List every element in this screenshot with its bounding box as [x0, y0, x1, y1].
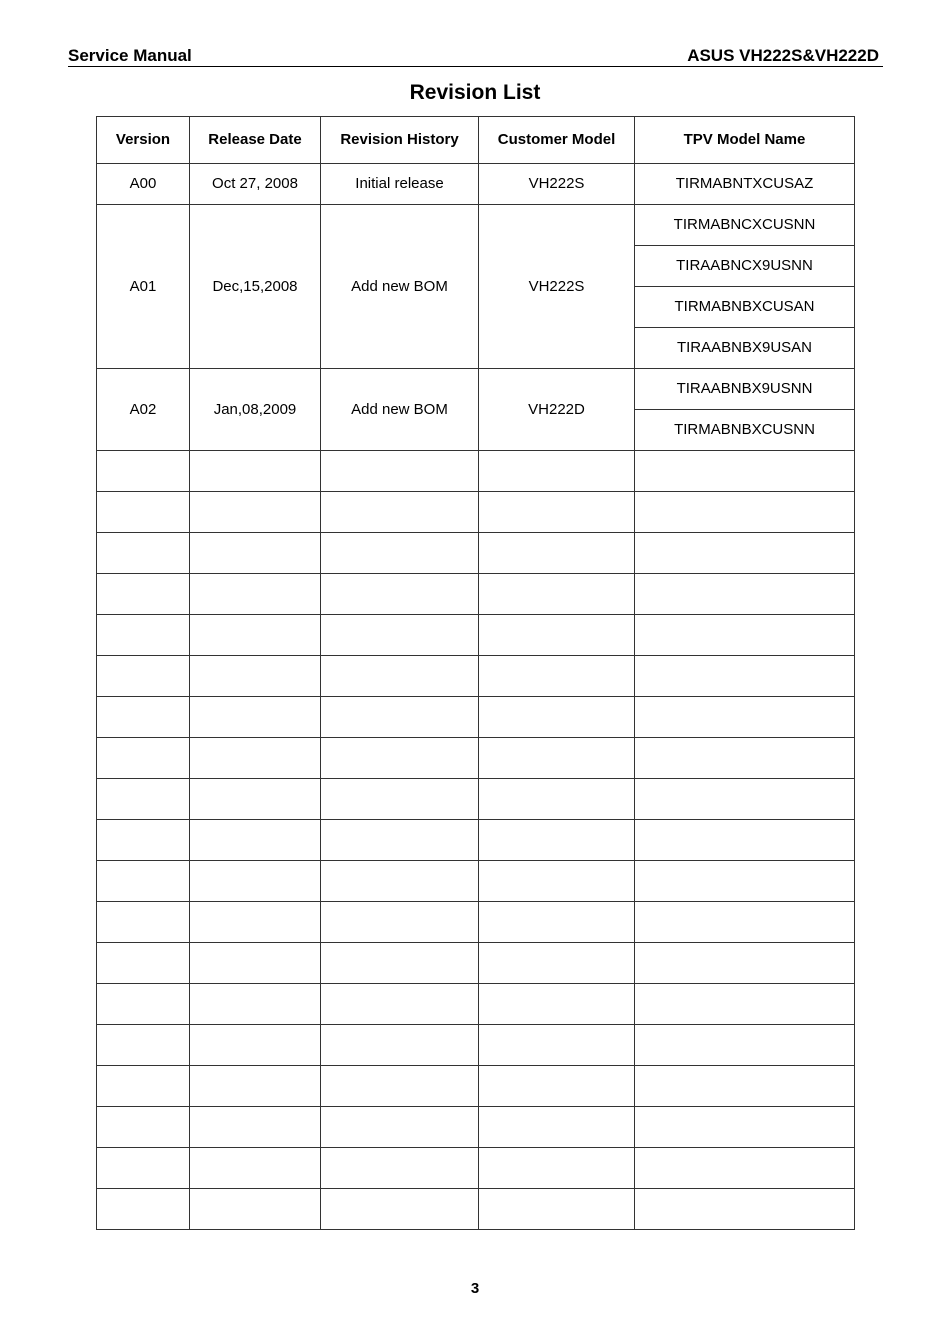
empty-cell: [635, 492, 855, 533]
empty-cell: [97, 738, 190, 779]
empty-cell: [97, 984, 190, 1025]
empty-cell: [190, 533, 321, 574]
empty-cell: [635, 1107, 855, 1148]
empty-cell: [479, 656, 635, 697]
empty-cell: [479, 1025, 635, 1066]
empty-cell: [479, 820, 635, 861]
empty-cell: [635, 615, 855, 656]
empty-cell: [635, 902, 855, 943]
empty-cell: [479, 902, 635, 943]
revision-history-cell: Add new BOM: [321, 205, 479, 369]
empty-cell: [479, 451, 635, 492]
table-row: [97, 205, 855, 246]
empty-table-row: [97, 902, 855, 943]
column-header-version: Version: [97, 117, 190, 164]
column-header-release-date: Release Date: [190, 117, 321, 164]
empty-cell: [321, 697, 479, 738]
customer-model-cell: VH222S: [479, 205, 635, 369]
tpv-model-name-cell: TIRMABNBXCUSNN: [635, 410, 855, 451]
empty-cell: [97, 533, 190, 574]
empty-cell: [479, 615, 635, 656]
empty-cell: [97, 451, 190, 492]
empty-cell: [190, 1025, 321, 1066]
empty-cell: [97, 1025, 190, 1066]
empty-cell: [190, 574, 321, 615]
empty-cell: [97, 1148, 190, 1189]
customer-model-cell: VH222S: [479, 164, 635, 205]
tpv-model-name-cell: TIRMABNTXCUSAZ: [635, 164, 855, 205]
page-header: [68, 46, 883, 67]
empty-cell: [321, 902, 479, 943]
empty-cell: [321, 615, 479, 656]
empty-cell: [479, 861, 635, 902]
empty-table-row: [97, 492, 855, 533]
empty-cell: [321, 779, 479, 820]
empty-cell: [321, 533, 479, 574]
table-row: [97, 164, 855, 205]
empty-cell: [321, 1189, 479, 1230]
release-date-cell: Oct 27, 2008: [190, 164, 321, 205]
empty-table-row: [97, 1066, 855, 1107]
empty-cell: [97, 1189, 190, 1230]
header-model: ASUS VH222S&VH222D: [687, 46, 879, 65]
empty-cell: [190, 656, 321, 697]
tpv-model-name-cell: TIRAABNBX9USNN: [635, 369, 855, 410]
empty-cell: [635, 1189, 855, 1230]
empty-table-row: [97, 738, 855, 779]
empty-cell: [321, 943, 479, 984]
empty-cell: [321, 1107, 479, 1148]
empty-table-row: [97, 656, 855, 697]
column-header-tpv-model-name: TPV Model Name: [635, 117, 855, 164]
page-title: Revision List: [409, 81, 541, 104]
empty-cell: [479, 1107, 635, 1148]
page-number: 3: [470, 1280, 480, 1297]
empty-cell: [190, 861, 321, 902]
empty-cell: [479, 574, 635, 615]
revision-history-cell: Initial release: [321, 164, 479, 205]
empty-cell: [190, 1107, 321, 1148]
empty-table-row: [97, 861, 855, 902]
empty-table-row: [97, 615, 855, 656]
empty-cell: [190, 943, 321, 984]
empty-cell: [479, 1189, 635, 1230]
version-cell: A02: [97, 369, 190, 451]
empty-cell: [97, 861, 190, 902]
tpv-model-name-cell: TIRAABNCX9USNN: [635, 246, 855, 287]
column-header-revision-history: Revision History: [321, 117, 479, 164]
empty-cell: [97, 574, 190, 615]
empty-cell: [479, 1148, 635, 1189]
empty-cell: [635, 1066, 855, 1107]
empty-cell: [190, 615, 321, 656]
empty-cell: [97, 697, 190, 738]
empty-cell: [635, 451, 855, 492]
empty-cell: [190, 738, 321, 779]
empty-cell: [97, 943, 190, 984]
empty-cell: [321, 656, 479, 697]
empty-cell: [97, 779, 190, 820]
empty-cell: [190, 779, 321, 820]
empty-cell: [321, 738, 479, 779]
empty-cell: [190, 1066, 321, 1107]
empty-table-row: [97, 820, 855, 861]
empty-cell: [635, 697, 855, 738]
empty-cell: [190, 697, 321, 738]
release-date-cell: Jan,08,2009: [190, 369, 321, 451]
empty-cell: [97, 902, 190, 943]
empty-cell: [321, 451, 479, 492]
empty-cell: [190, 1189, 321, 1230]
empty-table-row: [97, 1189, 855, 1230]
empty-cell: [635, 779, 855, 820]
empty-cell: [635, 861, 855, 902]
empty-table-row: [97, 779, 855, 820]
empty-cell: [190, 820, 321, 861]
empty-cell: [479, 943, 635, 984]
empty-cell: [635, 574, 855, 615]
empty-table-row: [97, 697, 855, 738]
empty-table-row: [97, 943, 855, 984]
empty-cell: [97, 615, 190, 656]
empty-cell: [635, 533, 855, 574]
table-body: [97, 164, 855, 1230]
column-header-customer-model: Customer Model: [479, 117, 635, 164]
empty-cell: [97, 492, 190, 533]
empty-cell: [635, 943, 855, 984]
empty-table-row: [97, 984, 855, 1025]
empty-cell: [97, 656, 190, 697]
table-row: [97, 369, 855, 410]
empty-cell: [190, 1148, 321, 1189]
revision-history-cell: Add new BOM: [321, 369, 479, 451]
release-date-cell: Dec,15,2008: [190, 205, 321, 369]
customer-model-cell: VH222D: [479, 369, 635, 451]
empty-cell: [635, 820, 855, 861]
empty-cell: [321, 492, 479, 533]
empty-cell: [479, 1066, 635, 1107]
empty-table-row: [97, 451, 855, 492]
empty-table-row: [97, 574, 855, 615]
empty-cell: [321, 820, 479, 861]
empty-cell: [479, 697, 635, 738]
empty-cell: [97, 820, 190, 861]
empty-table-row: [97, 1025, 855, 1066]
empty-cell: [190, 902, 321, 943]
header-title: Service Manual: [68, 46, 192, 65]
empty-cell: [635, 738, 855, 779]
empty-cell: [190, 451, 321, 492]
empty-table-row: [97, 533, 855, 574]
empty-cell: [321, 1148, 479, 1189]
empty-cell: [635, 984, 855, 1025]
empty-cell: [190, 492, 321, 533]
empty-cell: [321, 1066, 479, 1107]
empty-cell: [479, 492, 635, 533]
empty-cell: [635, 1148, 855, 1189]
empty-cell: [97, 1107, 190, 1148]
tpv-model-name-cell: TIRAABNBX9USAN: [635, 328, 855, 369]
tpv-model-name-cell: TIRMABNCXCUSNN: [635, 205, 855, 246]
version-cell: A01: [97, 205, 190, 369]
table-header-row: [97, 117, 855, 164]
empty-cell: [321, 984, 479, 1025]
empty-cell: [479, 984, 635, 1025]
empty-cell: [190, 984, 321, 1025]
version-cell: A00: [97, 164, 190, 205]
empty-cell: [479, 779, 635, 820]
empty-cell: [635, 656, 855, 697]
revision-table: [96, 116, 855, 1230]
empty-cell: [97, 1066, 190, 1107]
empty-cell: [321, 574, 479, 615]
tpv-model-name-cell: TIRMABNBXCUSAN: [635, 287, 855, 328]
empty-table-row: [97, 1107, 855, 1148]
empty-table-row: [97, 1148, 855, 1189]
empty-cell: [479, 738, 635, 779]
empty-cell: [635, 1025, 855, 1066]
empty-cell: [479, 533, 635, 574]
empty-cell: [321, 1025, 479, 1066]
empty-cell: [321, 861, 479, 902]
